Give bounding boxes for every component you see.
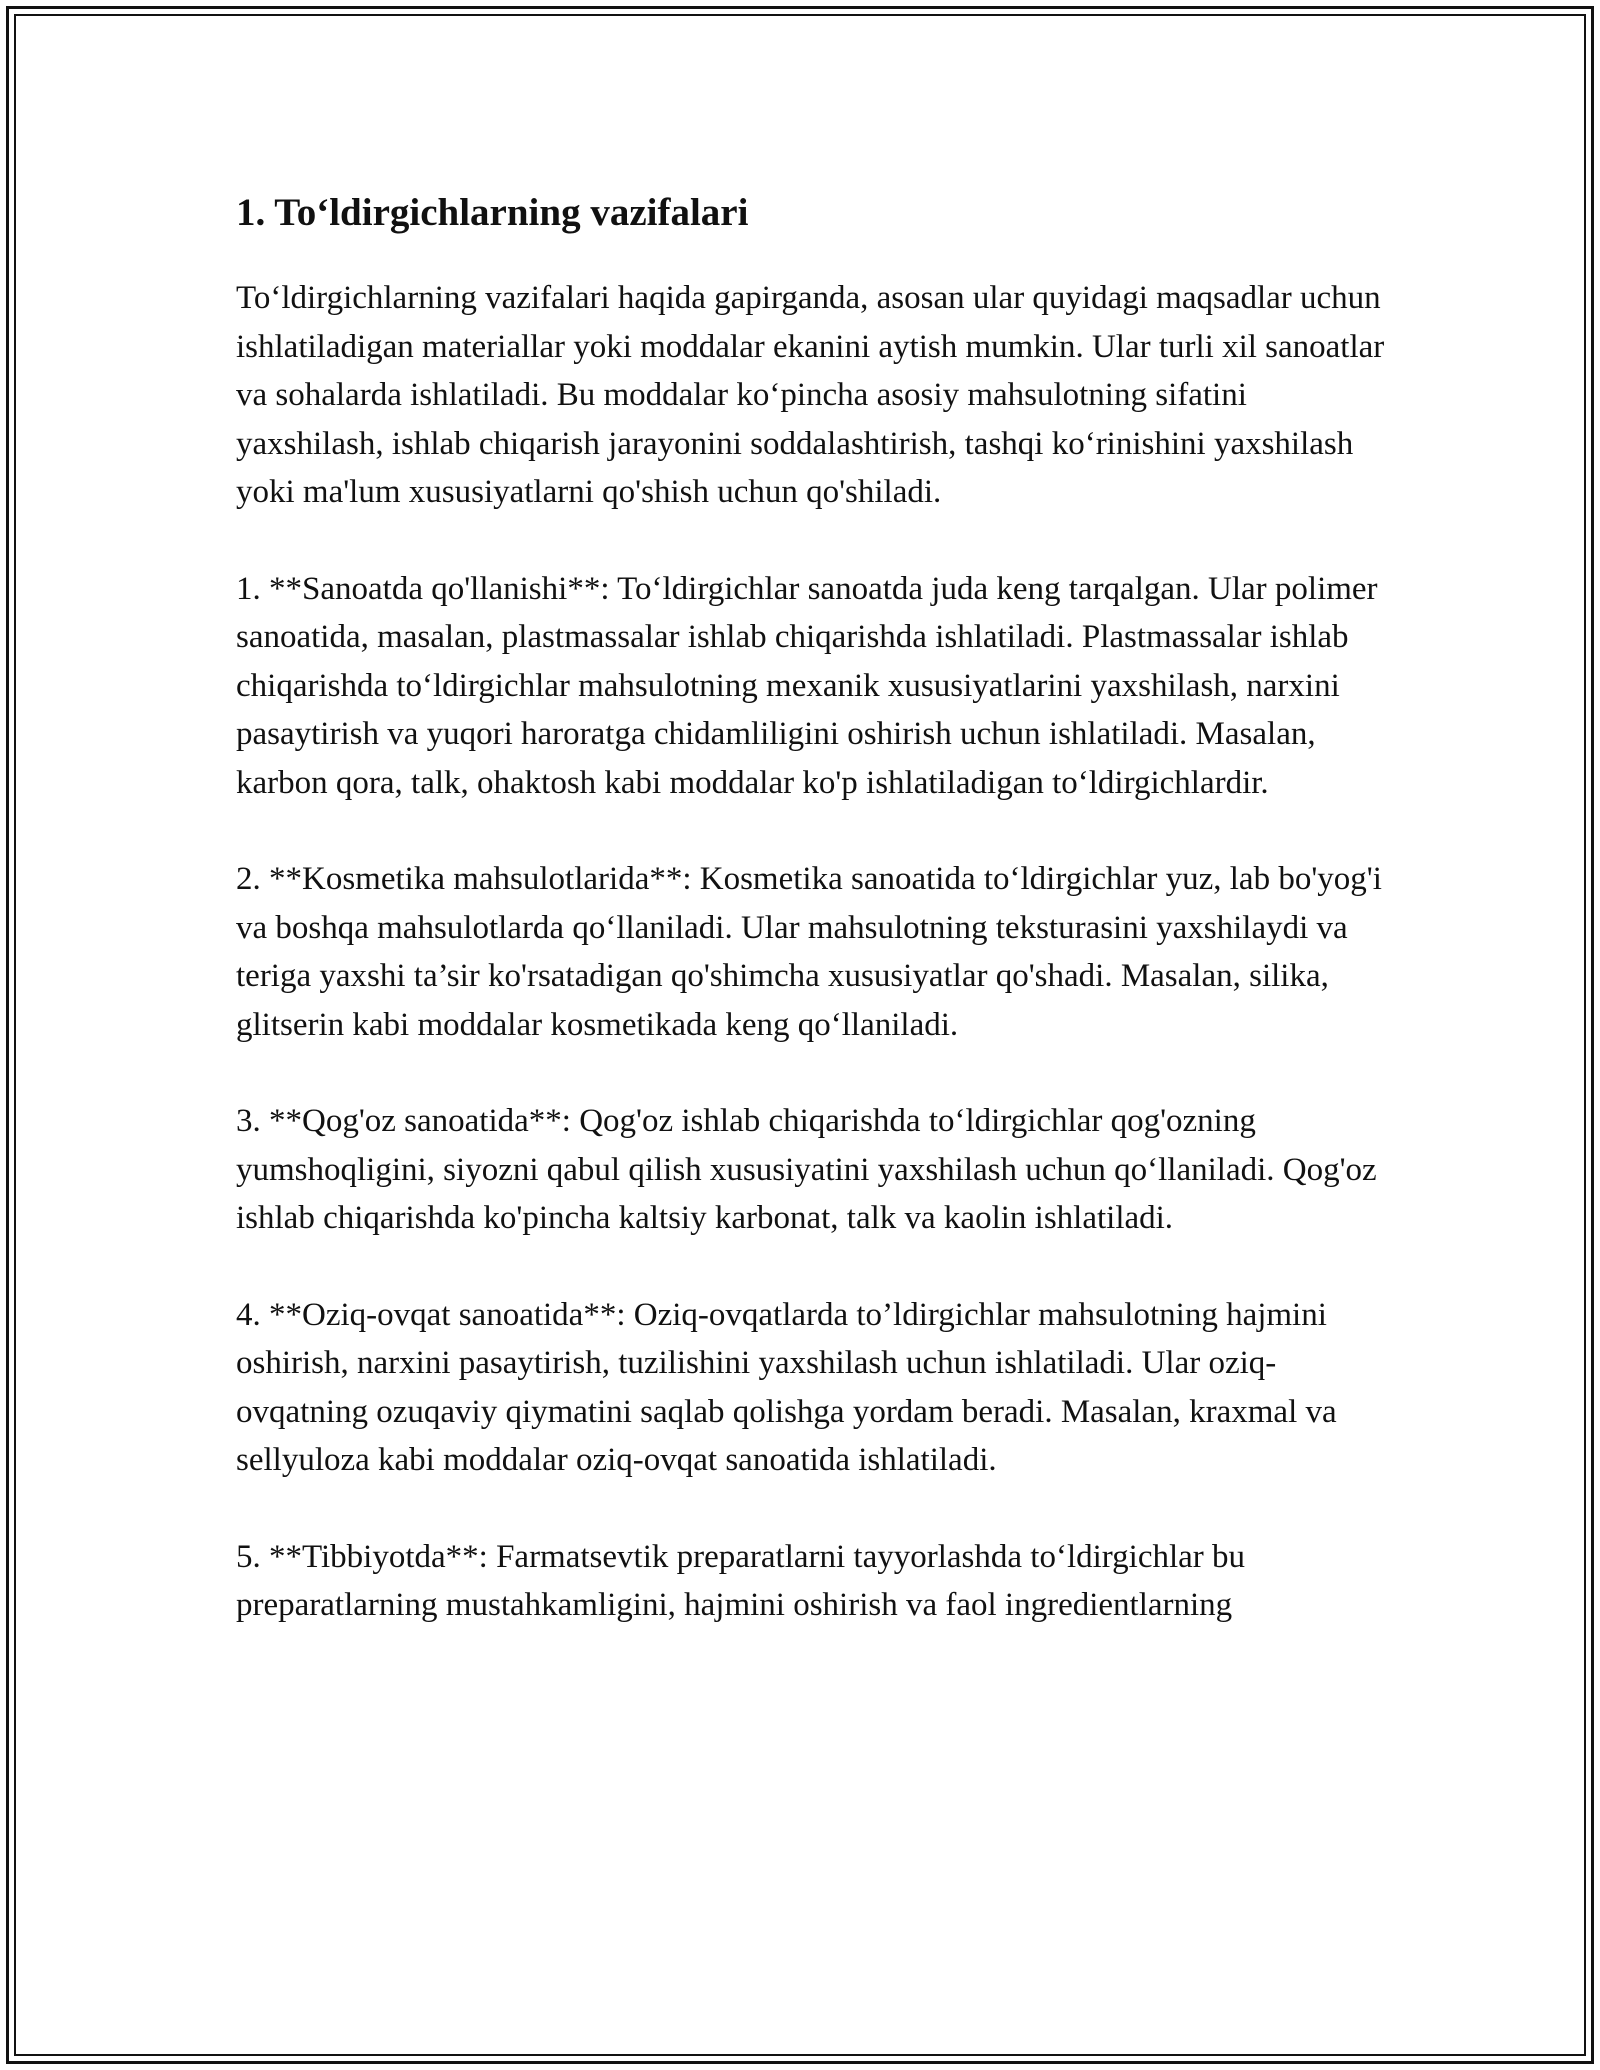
paragraph-medicine: 5. **Tibbiyotda**: Farmatsevtik preparatlarni tayyorlashda to‘ldirgichlar bu preparatlarning mustahkamligini, hajmini oshirish va faol ingredientlarning	[236, 1538, 1246, 1623]
document-body	[236, 180, 1396, 1678]
paragraph-food: 4. **Oziq-ovqat sanoatida**: Oziq-ovqatlarda to’ldirgichlar mahsulotning hajmini oshirish, narxini pasaytirish, tuzilishini yaxshilash uchun ishlatiladi. Ular oziq-ovqatning ozuqaviy qiymatini saqlab qolishga yordam beradi. Masalan, kraxmal va sellyuloza kabi moddalar oziq-ovqat sanoatida ishlatiladi.	[236, 1296, 1337, 1478]
section-heading: 1. To‘ldirgichlarning vazifalari	[236, 191, 749, 234]
intro-paragraph: To‘ldirgichlarning vazifalari haqida gapirganda, asosan ular quyidagi maqsadlar uchun ishlatiladigan materiallar yoki moddalar ekanini aytish mumkin. Ular turli xil sanoatlar va sohalarda ishlatiladi. Bu moddalar ko‘pincha asosiy mahsulotning sifatini yaxshilash, ishlab chiqarish jarayonini soddalashtirish, tashqi ko‘rinishini yaxshilash yoki ma'lum xususiyatlarni qo'shish uchun qo'shiladi.	[236, 280, 1385, 510]
paragraph-industry: 1. **Sanoatda qo'llanishi**: To‘ldirgichlar sanoatda juda keng tarqalgan. Ular polimer sanoatida, masalan, plastmassalar ishlab chiqarishda ishlatiladi. Plastmassalar ishlab chiqarishda to‘ldirgichlar mahsulotning mexanik xususiyatlarini yaxshilash, narxini pasaytirish va yuqori haroratga chidamliligini oshirish uchun ishlatiladi. Masalan, karbon qora, talk, ohaktosh kabi moddalar ko'p ishlatiladigan to‘ldirgichlardir.	[236, 570, 1378, 801]
paragraph-cosmetics: 2. **Kosmetika mahsulotlarida**: Kosmetika sanoatida to‘ldirgichlar yuz, lab bo'yog'i va boshqa mahsulotlarda qo‘llaniladi. Ular mahsulotning teksturasini yaxshilaydi va teriga yaxshi ta’sir ko'rsatadigan qo'shimcha xususiyatlar qo'shadi. Masalan, silika, glitserin kabi moddalar kosmetikada keng qo‘llaniladi.	[236, 861, 1382, 1043]
paragraph-paper: 3. **Qog'oz sanoatida**: Qog'oz ishlab chiqarishda to‘ldirgichlar qog'ozning yumshoqligini, siyozni qabul qilish xususiyatini yaxshilash uchun qo‘llaniladi. Qog'oz ishlab chiqarishda ko'pincha kaltsiy karbonat, talk va kaolin ishlatiladi.	[236, 1103, 1377, 1236]
